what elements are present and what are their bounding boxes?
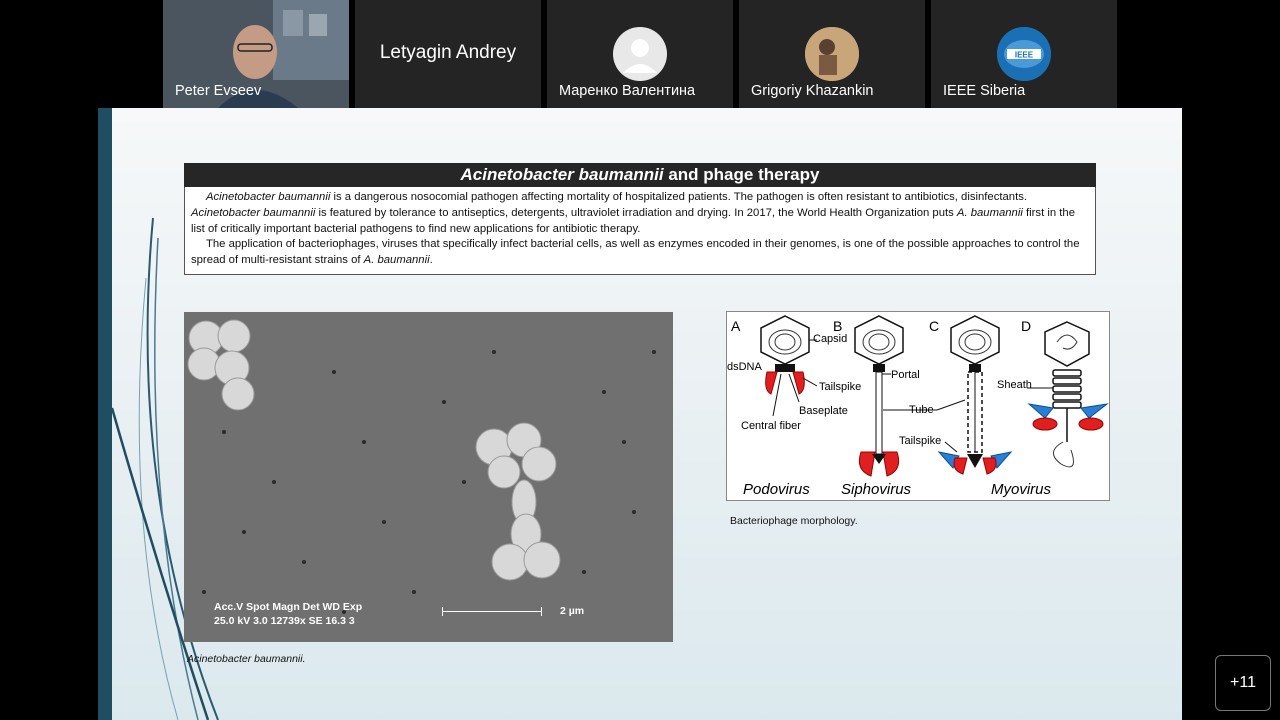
participant-tile-5[interactable]	[931, 0, 1117, 108]
sem-metadata-line1: Acc.V Spot Magn Det WD Exp	[214, 601, 363, 613]
sem-metadata-line2: 25.0 kV 3.0 12739x SE 16.3 3	[214, 615, 355, 627]
avatar	[805, 27, 859, 81]
participant-name: IEEE Siberia	[943, 83, 1026, 99]
slide-abstract	[184, 187, 1096, 275]
sem-micrograph	[184, 312, 673, 642]
abstract-paragraph-1	[191, 190, 1089, 237]
text: is a dangerous nosocomial pathogen affecting mortality of hospitalized patients. The pathogen is often resistant to antibiotics, disinfectants.	[330, 191, 1027, 203]
label-tailspike-2: Tailspike	[899, 435, 942, 447]
text: The application of bacteriophages, viruses that specifically infect bacterial cells, as well as enzymes encoded in their genomes, is one of the possible approaches to control the spread of multi-resistant strains of	[191, 238, 1080, 267]
phage-morphology-figure	[726, 311, 1110, 501]
label-sheath: Sheath	[997, 379, 1032, 391]
phage-panel-c-label: C	[929, 318, 940, 334]
slide-title	[184, 163, 1096, 187]
bacteria-image	[184, 312, 673, 642]
participant-name: Маренко Валентина	[559, 83, 696, 99]
participant-name: Letyagin Andrey	[379, 42, 517, 63]
avatar-photo	[805, 27, 859, 81]
more-participants-button[interactable]: +11	[1215, 655, 1271, 711]
text-italic: A. baumannii	[363, 254, 430, 267]
svg-text:IEEE: IEEE	[1014, 50, 1034, 60]
text-italic: Acinetobacter baumannii	[191, 206, 316, 219]
participant-tile-2[interactable]	[355, 0, 541, 108]
avatar	[997, 27, 1051, 81]
phage-type-siphovirus: Siphovirus	[841, 481, 912, 498]
label-baseplate: Baseplate	[799, 405, 848, 417]
participant-name: Peter Evseev	[175, 83, 262, 99]
label-portal: Portal	[891, 369, 920, 381]
label-capsid: Capsid	[813, 333, 848, 345]
scale-bar	[442, 611, 542, 612]
text: is featured by tolerance to antiseptics, detergents, ultraviolet irradiation and drying. In 2017, the World Health Organization puts	[315, 206, 957, 219]
title-italic: Acinetobacter baumannii	[460, 165, 664, 184]
text-italic: A. baumannii	[956, 206, 1023, 219]
label-central-fiber: Central fiber	[741, 420, 801, 432]
phage-type-podovirus: Podovirus	[743, 481, 810, 498]
participant-name: Grigoriy Khazankin	[751, 83, 874, 99]
title-rest: and phage therapy	[663, 165, 820, 184]
phage-caption: Bacteriophage morphology.	[730, 515, 858, 527]
label-tube: Tube	[909, 404, 934, 416]
participant-tile-3[interactable]	[547, 0, 733, 108]
participant-tile-4[interactable]	[739, 0, 925, 108]
phage-panel-b-label: B	[833, 318, 843, 334]
scale-label: 2 µm	[560, 605, 585, 617]
phage-panel-d-label: D	[1021, 318, 1032, 334]
phage-panel-a-label: A	[731, 318, 741, 334]
participant-tile-1[interactable]	[163, 0, 349, 108]
text: first in the list of critically important bacterial pathogens to find new applications for antibiotic therapy.	[191, 206, 1075, 235]
shared-slide	[98, 108, 1182, 720]
sem-metadata	[214, 600, 362, 628]
sem-caption: Acinetobacter baumannii.	[187, 653, 306, 665]
abstract-paragraph-2	[191, 237, 1089, 269]
text: .	[429, 254, 433, 267]
label-dsdna: dsDNA	[727, 361, 762, 373]
avatar	[613, 27, 667, 81]
user-icon	[613, 27, 667, 81]
ieee-logo-icon	[997, 27, 1051, 81]
phage-type-myovirus: Myovirus	[991, 481, 1052, 498]
label-tailspike: Tailspike	[819, 381, 862, 393]
text-italic: Acinetobacter baumannii	[206, 191, 331, 203]
